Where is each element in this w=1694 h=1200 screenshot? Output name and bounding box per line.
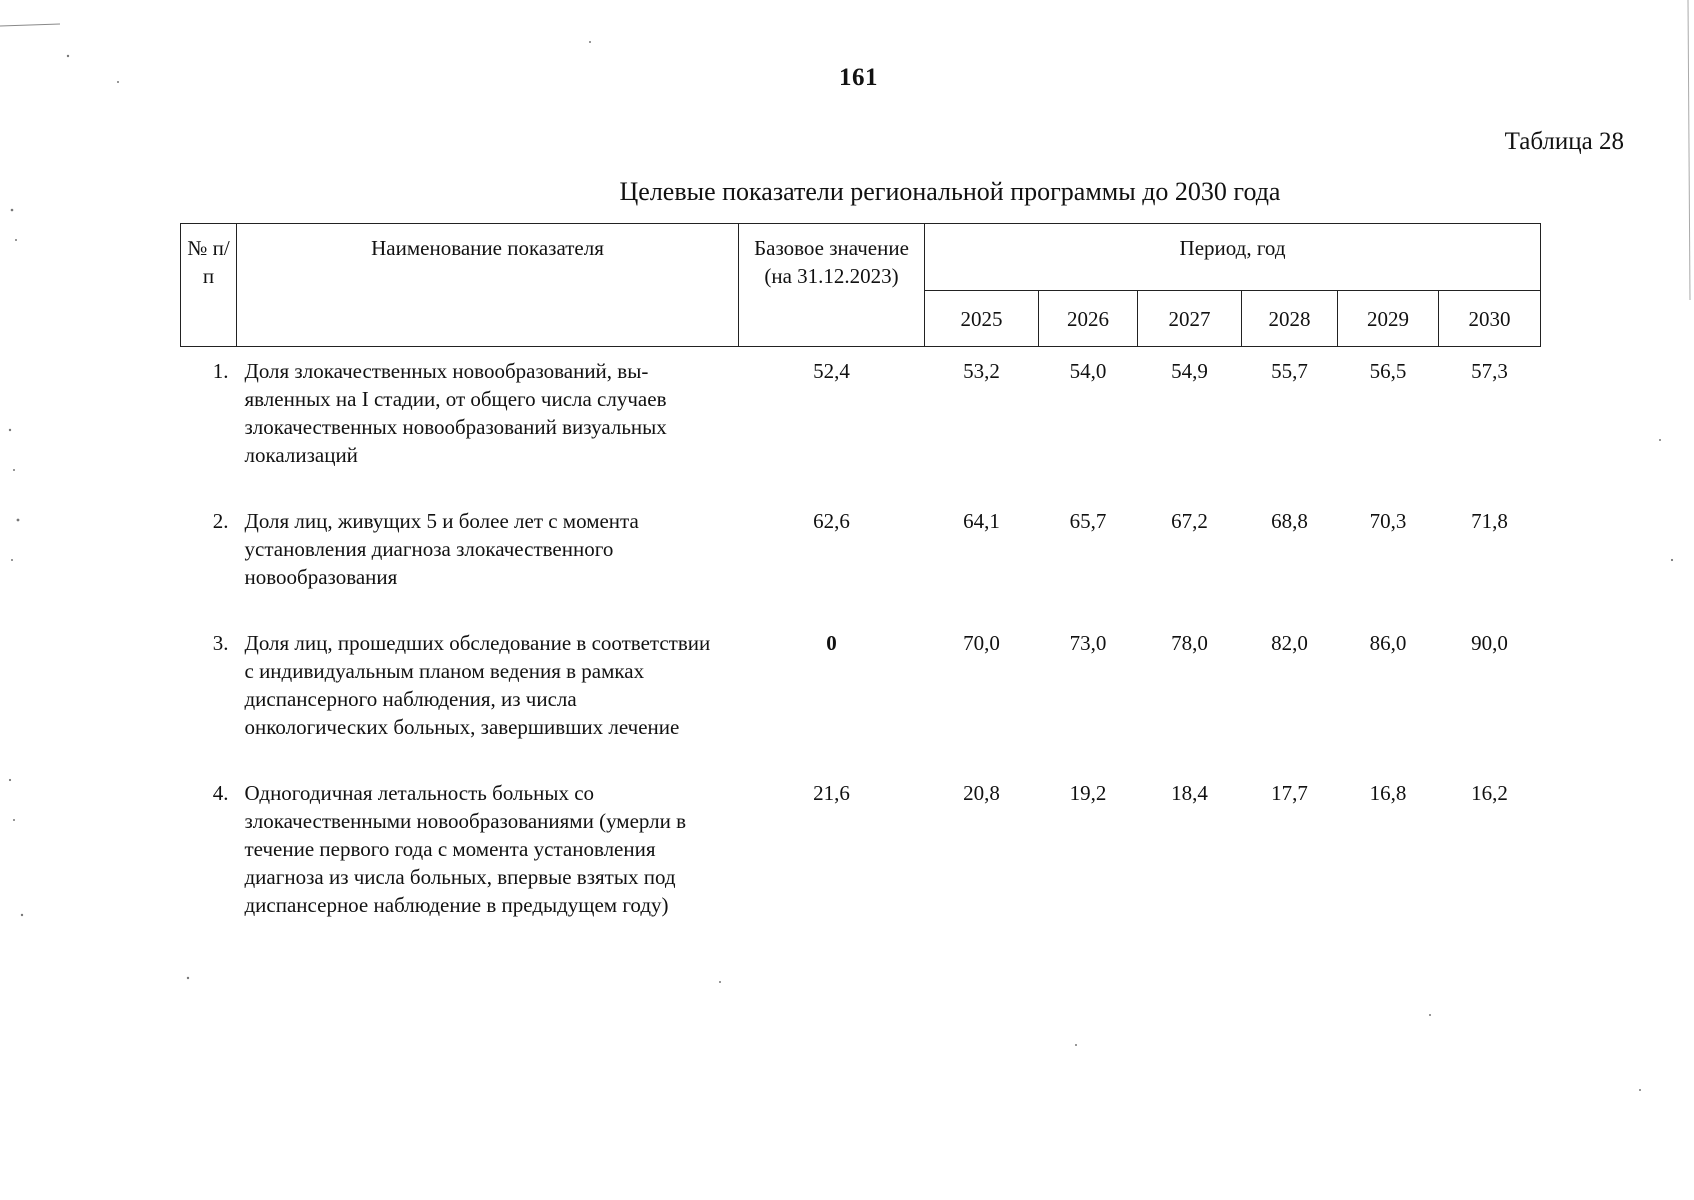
year-value: 64,1: [963, 509, 1000, 533]
year-value: 67,2: [1171, 509, 1208, 533]
year-value: 54,0: [1069, 359, 1107, 383]
row-number: 1.: [212, 359, 229, 383]
header-num: № п/п: [181, 224, 237, 347]
year-value: 71,8: [1471, 509, 1508, 533]
header-name: Наименование показателя: [237, 224, 739, 347]
year-value: 19,2: [1069, 781, 1107, 805]
year-value: 82,0: [1271, 631, 1308, 655]
header-year: 2030: [1439, 291, 1541, 347]
year-value: 55,7: [1271, 359, 1308, 383]
year-value: 16,2: [1471, 781, 1508, 805]
base-value: 62,6: [813, 509, 850, 533]
year-value: 68,8: [1271, 509, 1308, 533]
year-value: 17,7: [1271, 781, 1308, 805]
base-value: 0: [826, 631, 837, 655]
year-value: 18,4: [1171, 781, 1208, 805]
year-value: 70,0: [963, 631, 1000, 655]
indicator-name: Доля злокачественных новообразований, выявленных на I стадии, от общего числа случаев злокачественных новообразований визуальных локализаций: [244, 359, 667, 467]
row-number: 3.: [212, 631, 229, 655]
table-row: [181, 347, 1541, 498]
table-header: [181, 224, 1541, 347]
year-value: 20,8: [963, 781, 1000, 805]
year-value: 53,2: [963, 359, 1000, 383]
year-value: 56,5: [1369, 359, 1407, 383]
indicator-name: Доля лиц, живущих 5 и более лет с момента установления диагноза злокачественного новообразования: [244, 509, 639, 589]
header-year: 2029: [1338, 291, 1439, 347]
year-value: 65,7: [1069, 509, 1107, 533]
table-title: Целевые показатели региональной программы до 2030 года: [619, 177, 1281, 206]
year-value: 16,8: [1369, 781, 1407, 805]
indicators-table: [180, 223, 1541, 947]
year-value: 90,0: [1471, 631, 1508, 655]
base-value: 21,6: [813, 781, 850, 805]
header-year: 2028: [1242, 291, 1338, 347]
year-value: 54,9: [1171, 359, 1208, 383]
indicator-name: Одногодичная летальность больных со злокачественными новообразованиями (умерли в течение первого года с момента установления диагноза из числа больных, впервые взятых под диспансерное наблюдение в предыдущем году): [244, 781, 687, 917]
table-row: [181, 497, 1541, 619]
year-value: 86,0: [1369, 631, 1407, 655]
page-number: 161: [839, 64, 878, 91]
year-value: 70,3: [1369, 509, 1407, 533]
indicator-name: Доля лиц, прошедших обследование в соответствии с индивидуальным планом ведения в рамках диспансерного наблюдения, из числа онкологических больных, завершивших лечение: [244, 631, 711, 739]
table-row: [181, 619, 1541, 769]
table-label: Таблица 28: [1504, 128, 1624, 155]
header-year: 2027: [1138, 291, 1242, 347]
table-row: [181, 769, 1541, 947]
year-value: 57,3: [1471, 359, 1508, 383]
row-number: 2.: [212, 509, 229, 533]
base-value: 52,4: [813, 359, 850, 383]
year-value: 73,0: [1069, 631, 1107, 655]
year-value: 78,0: [1171, 631, 1208, 655]
header-year: 2025: [925, 291, 1039, 347]
header-year: 2026: [1039, 291, 1138, 347]
row-number: 4.: [212, 781, 229, 805]
header-period: Период, год: [925, 224, 1541, 291]
header-base: Базовое значение (на 31.12.2023): [739, 224, 925, 347]
